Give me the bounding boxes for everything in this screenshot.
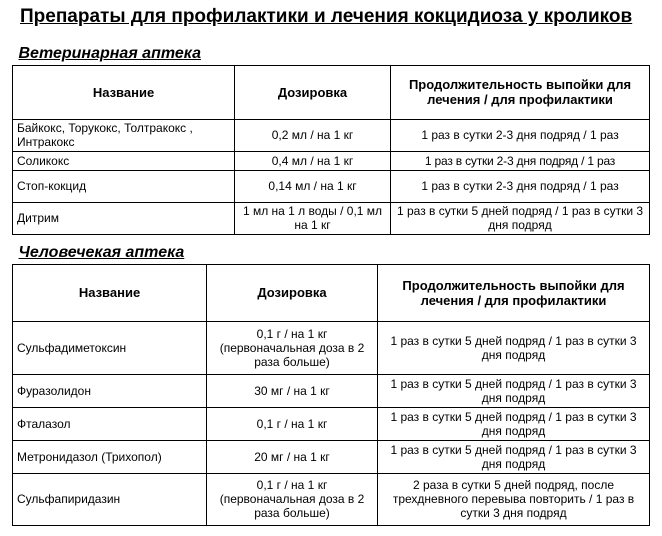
drug-dose: 0,2 мл / на 1 кг (235, 119, 391, 151)
drug-name: Фуразолидон (13, 374, 207, 407)
drug-duration: 1 раз в сутки 5 дней подряд / 1 раз в сутки 3 дня подряд (378, 440, 650, 473)
drug-dose: 0,14 мл / на 1 кг (235, 170, 391, 202)
header-duration: Продолжительность выпойки для лечения / для профилактики (378, 264, 650, 321)
drug-duration: 1 раз в сутки 5 дней подряд / 1 раз в сутки 3 дня подряд (378, 374, 650, 407)
drug-duration: 1 раз в сутки 2-3 дня подряд / 1 раз (391, 151, 650, 170)
drug-duration: 1 раз в сутки 5 дней подряд / 1 раз в сутки 3 дня подряд (378, 407, 650, 440)
table-row (13, 202, 650, 234)
drug-name: Байкокс, Торукокс, Толтракокс , Интракокс (13, 119, 235, 151)
drug-duration: 1 раз в сутки 2-3 дня подряд / 1 раз (391, 119, 650, 151)
table-row (13, 170, 650, 202)
drug-name: Стоп-кокцид (13, 170, 235, 202)
header-name: Название (13, 264, 207, 321)
veterinary-table (12, 44, 650, 235)
table-row (13, 374, 650, 407)
drug-dose: 0,1 г / на 1 кг (207, 407, 378, 440)
table-row (13, 407, 650, 440)
drug-dose: 20 мг / на 1 кг (207, 440, 378, 473)
header-duration: Продолжительность выпойки для лечения / для профилактики (391, 65, 650, 119)
section-title-veterinary: Ветеринарная аптека (18, 45, 201, 63)
drug-dose: 30 мг / на 1 кг (207, 374, 378, 407)
header-dose: Дозировка (235, 65, 391, 119)
drug-duration: 1 раз в сутки 5 дней подряд / 1 раз в сутки 3 дня подряд (378, 321, 650, 374)
human-pharmacy-table (12, 243, 650, 526)
table-row (13, 151, 650, 170)
drug-name: Сульфапиридазин (13, 473, 207, 525)
page-title: Препараты для профилактики и лечения кокцидиоза у кроликов (20, 6, 633, 27)
header-dose: Дозировка (207, 264, 378, 321)
section-title-human: Человечекая аптека (18, 244, 185, 262)
header-name: Название (13, 65, 235, 119)
drug-name: Сульфадиметоксин (13, 321, 207, 374)
drug-duration: 2 раза в сутки 5 дней подряд, после трехдневного перевыва повторить / 1 раз в сутки 3 дня подряд (378, 473, 650, 525)
drug-dose: 0,4 мл / на 1 кг (235, 151, 391, 170)
drug-dose: 0,1 г / на 1 кг (первоначальная доза в 2 раза больше) (207, 321, 378, 374)
drug-duration: 1 раз в сутки 2-3 дня подряд / 1 раз (391, 170, 650, 202)
drug-dose: 0,1 г / на 1 кг (первоначальная доза в 2 раза больше) (207, 473, 378, 525)
drug-dose: 1 мл на 1 л воды / 0,1 мл на 1 кг (235, 202, 391, 234)
table-row (13, 440, 650, 473)
drug-name: Фталазол (13, 407, 207, 440)
table-row (13, 321, 650, 374)
drug-duration: 1 раз в сутки 5 дней подряд / 1 раз в сутки 3 дня подряд (391, 202, 650, 234)
table-row (13, 119, 650, 151)
drug-name: Дитрим (13, 202, 235, 234)
drug-name: Соликокс (13, 151, 235, 170)
drug-name: Метронидазол (Трихопол) (13, 440, 207, 473)
table-row (13, 473, 650, 525)
